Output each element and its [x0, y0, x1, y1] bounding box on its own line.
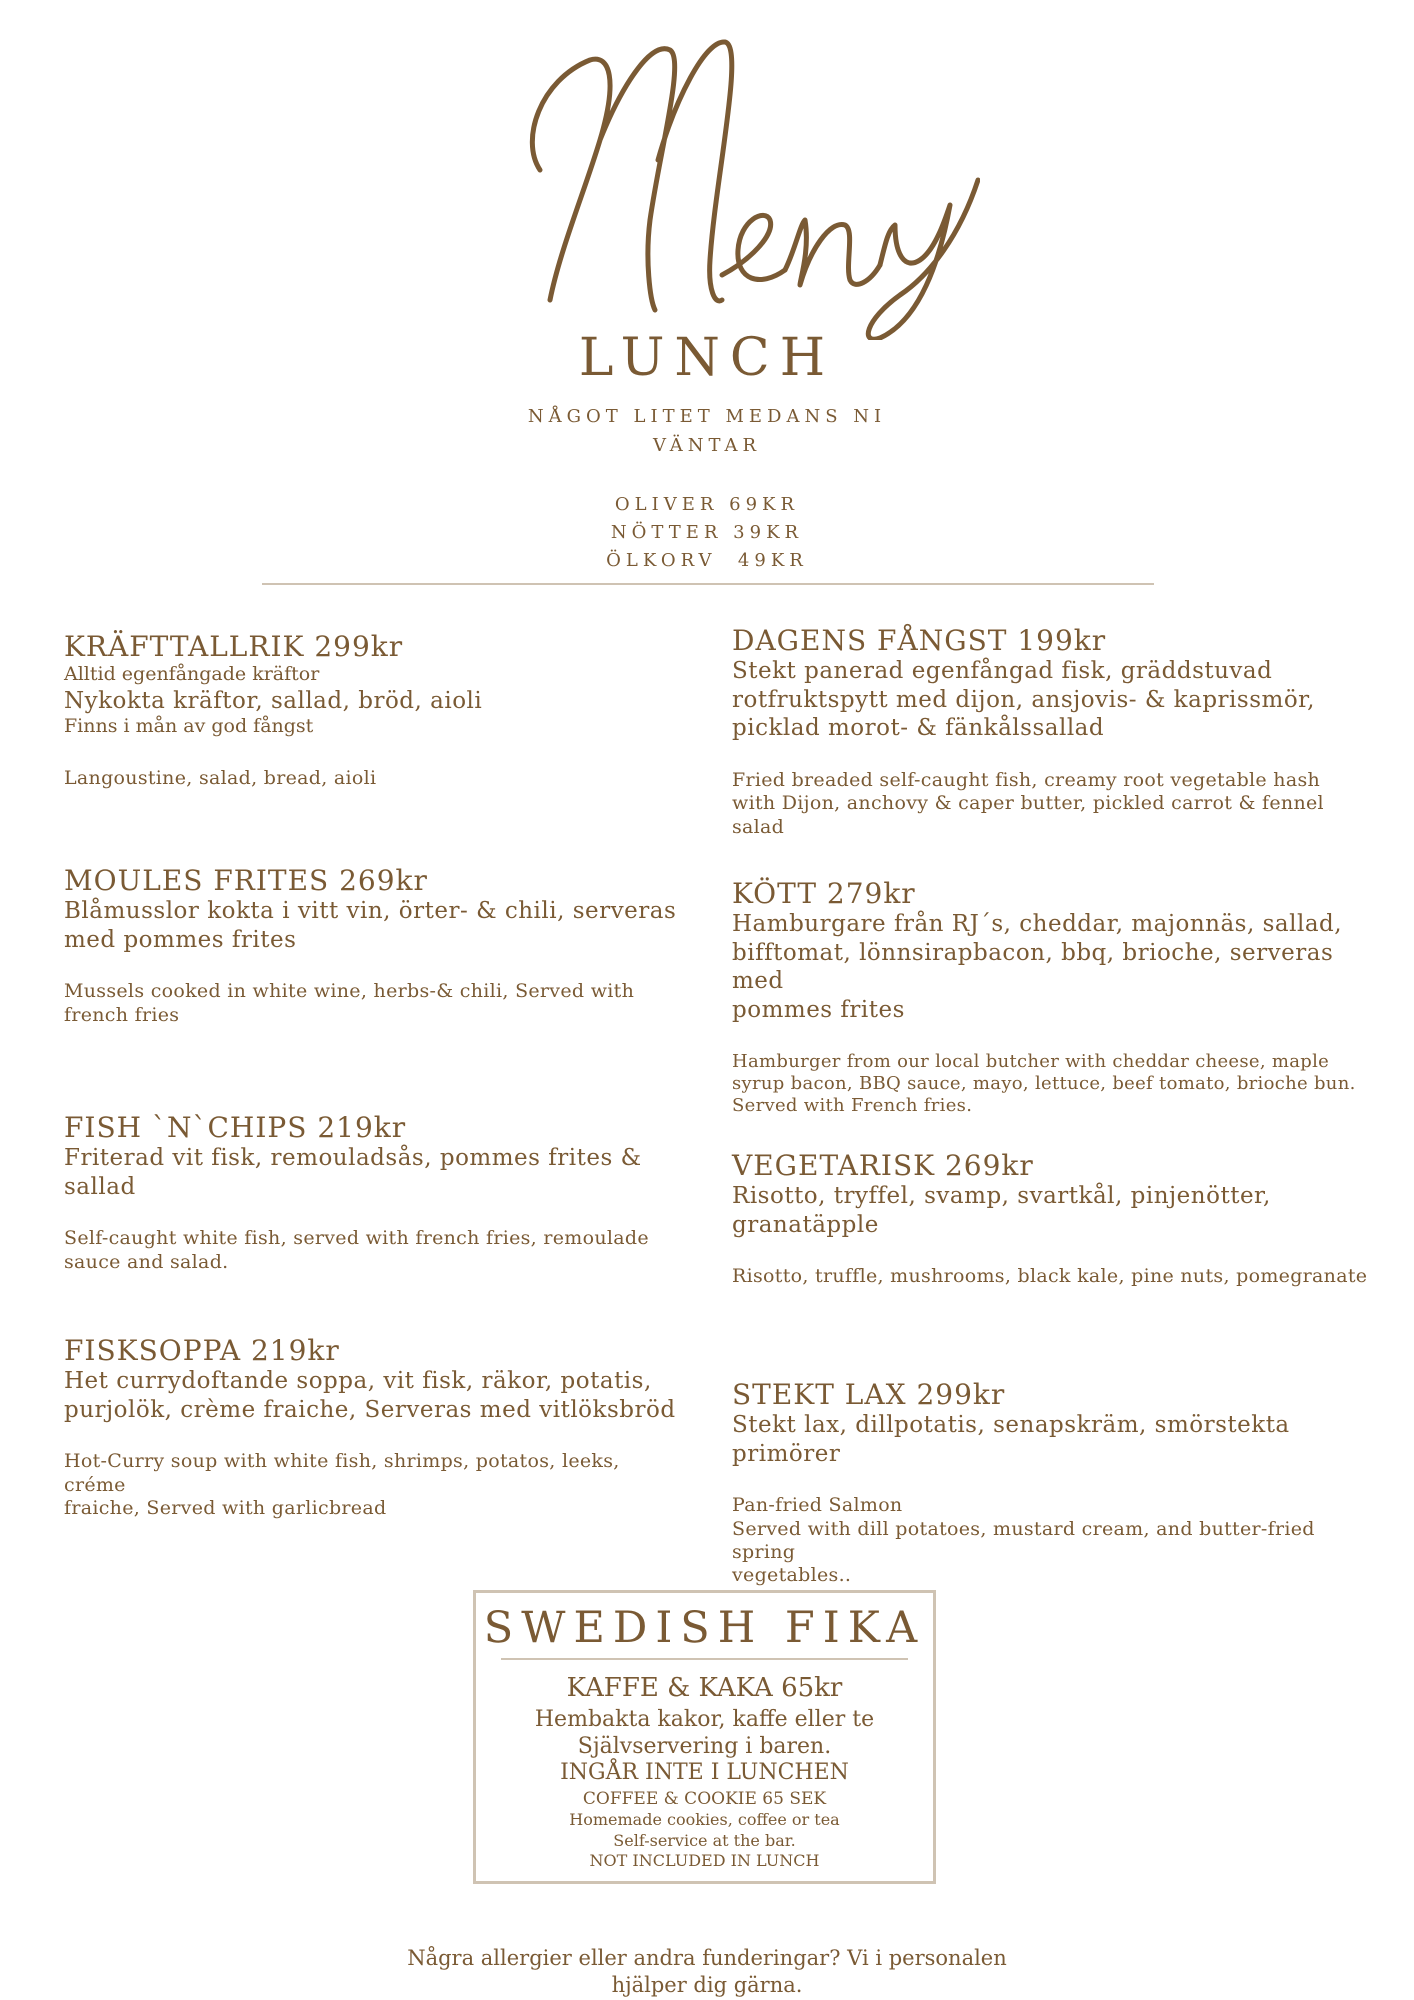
item-description-sv: rotfruktspytt med dijon, ansjovis- & kaprissmör,	[732, 686, 1315, 713]
item-description-sv: Het currydoftande soppa, vit fisk, räkor, potatis,	[64, 1367, 652, 1394]
item-description-en: Fried breaded self-caught fish, creamy root vegetable hash	[732, 769, 1321, 792]
menu-item-stekt-lax	[732, 1380, 1372, 1588]
item-description-sv: granatäpple	[732, 1211, 879, 1238]
allergy-note	[0, 1945, 1414, 2000]
item-description-en: vegetables..	[732, 1564, 852, 1587]
item-note: Alltid egenfångade kräftor	[64, 662, 320, 685]
item-title: MOULES FRITES 269kr	[64, 864, 428, 897]
item-description-sv: purjolök, crème fraiche, Serveras med vitlöksbröd	[64, 1396, 676, 1423]
menu-item-vegetarisk	[732, 1151, 1372, 1289]
menu-item-kott	[732, 879, 1372, 1117]
item-description-en: with Dijon, anchovy & caper butter, pickled carrot & fennel	[732, 792, 1324, 815]
menu-item-fisksoppa	[64, 1336, 684, 1520]
item-description-sv: Risotto, tryffel, svamp, svartkål, pinjenötter,	[732, 1182, 1271, 1209]
item-title: STEKT LAX 299kr	[732, 1378, 1006, 1411]
meny-script-logo	[500, 20, 980, 340]
item-title: FISH `N`CHIPS 219kr	[64, 1111, 407, 1144]
swedish-fika-box	[473, 1590, 936, 1884]
item-description-en: Risotto, truffle, mushrooms, black kale, pine nuts, pomegranate	[732, 1265, 1368, 1288]
item-description-sv: Friterad vit fisk, remouladsås, pommes frites &	[64, 1144, 642, 1171]
item-description-en: salad	[732, 815, 785, 838]
allergy-note-line2: hjälper dig gärna.	[611, 1973, 803, 1998]
item-description-en: Pan-fried Salmon	[732, 1494, 903, 1517]
item-title: KRÄFTTALLRIK 299kr	[64, 630, 404, 663]
item-description-en: Served with dill potatoes, mustard cream, and butter-fried spring	[732, 1517, 1315, 1564]
fika-description-sv: INGÅR INTE I LUNCHEN	[560, 1760, 849, 1785]
subtitle-line2: VÄNTAR	[652, 435, 762, 456]
fika-description-sv: Hembakta kakor, kaffe eller te	[534, 1707, 875, 1732]
fika-title: SWEDISH FIKA	[483, 1603, 926, 1653]
fika-description-sv: Självservering i baren.	[577, 1734, 832, 1759]
item-description-sv: Nykokta kräftor, sallad, bröd, aioli	[64, 687, 483, 714]
item-title: FISKSOPPA 219kr	[64, 1334, 340, 1367]
lunch-heading: LUNCH	[578, 328, 836, 388]
item-description-en: Mussels cooked in white wine, herbs-& chili, Served with	[64, 980, 635, 1003]
subtitle-line1: NÅGOT LITET MEDANS NI	[527, 406, 887, 427]
item-description-sv: pommes frites	[732, 997, 905, 1024]
item-description-sv: primörer	[732, 1440, 841, 1467]
header-divider	[262, 583, 1154, 585]
fika-description-en: Self-service at the bar.	[613, 1831, 796, 1850]
menu-item-fish-n-chips	[64, 1113, 684, 1274]
item-description-sv: picklad morot- & fänkålssallad	[732, 715, 1105, 742]
snack-olkorv: ÖLKORV 49KR	[606, 550, 808, 571]
item-description-sv: sallad	[64, 1173, 136, 1200]
item-description-en: Self-caught white fish, served with french fries, remoulade	[64, 1227, 649, 1250]
item-description-en: syrup bacon, BBQ sauce, mayo, lettuce, beef tomato, brioche bun.	[732, 1072, 1356, 1094]
item-description-en: Hamburger from our local butcher with cheddar cheese, maple	[732, 1050, 1330, 1072]
item-description-en: Hot-Curry soup with white fish, shrimps, potatos, leeks, créme	[64, 1450, 620, 1496]
fika-divider	[501, 1658, 908, 1660]
item-description-sv: bifftomat, lönnsirapbacon, bbq, brioche, serveras med	[732, 939, 1334, 995]
item-title: DAGENS FÅNGST 199kr	[732, 624, 1107, 657]
snack-notter: NÖTTER 39KR	[610, 522, 804, 543]
menu-item-krafttallrik	[64, 632, 684, 790]
item-description-en: Langoustine, salad, bread, aioli	[64, 767, 377, 790]
item-description-en: sauce and salad.	[64, 1250, 229, 1273]
item-description-en: french fries	[64, 1003, 180, 1026]
item-note: Finns i mån av god fångst	[64, 715, 314, 738]
snack-oliver: OLIVER 69KR	[614, 494, 800, 515]
item-title: VEGETARISK 269kr	[732, 1149, 1034, 1182]
fika-description-en: Homemade cookies, coffee or tea	[569, 1810, 840, 1829]
item-description-sv: Hamburgare från RJ´s, cheddar, majonnäs, sallad,	[732, 910, 1343, 937]
menu-item-dagens-fangst	[732, 626, 1372, 839]
menu-item-moules-frites	[64, 866, 684, 1027]
item-title: KÖTT 279kr	[732, 877, 916, 910]
allergy-note-line1: Några allergier eller andra funderingar? Vi i personalen	[407, 1946, 1007, 1970]
fika-description-en: COFFEE & COOKIE 65 SEK	[582, 1789, 827, 1809]
item-description-en: fraiche, Served with garlicbread	[64, 1497, 387, 1520]
item-description-sv: Stekt lax, dillpotatis, senapskräm, smörstekta	[732, 1411, 1290, 1438]
item-description-sv: Stekt panerad egenfångad fisk, gräddstuvad	[732, 657, 1273, 684]
item-description-en: Served with French fries.	[732, 1095, 973, 1117]
item-description-sv: med pommes frites	[64, 926, 297, 953]
fika-item-title: KAFFE & KAKA 65kr	[566, 1673, 843, 1703]
item-description-sv: Blåmusslor kokta i vitt vin, örter- & chili, serveras	[64, 897, 677, 924]
fika-description-en: NOT INCLUDED IN LUNCH	[589, 1851, 820, 1870]
